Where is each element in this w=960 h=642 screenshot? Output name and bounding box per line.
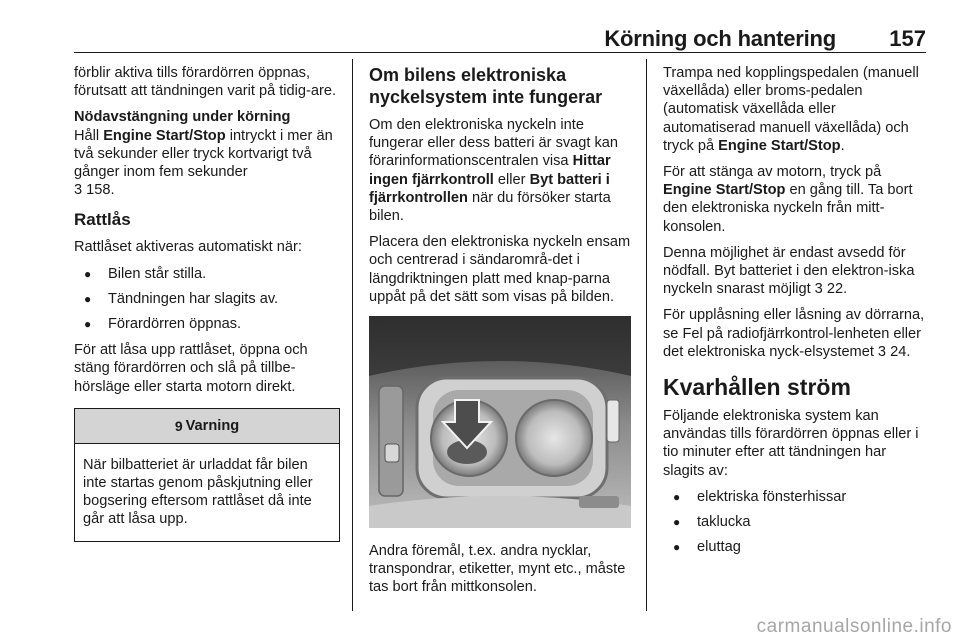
text-span: en gång till. Ta bort den elektroniska nyckeln från mitt-konsolen. <box>663 182 913 235</box>
warning-box <box>74 408 340 542</box>
engine-start-stop-label: Engine Start/Stop <box>718 137 841 154</box>
list-item: ● Bilen står stilla. <box>74 265 340 283</box>
page-header <box>74 26 926 52</box>
watermark: carmanualsonline.info <box>756 616 952 637</box>
paragraph-unlock-doors: För upplåsning eller låsning av dörrarna, se Fel på radiofjärrkontrol-lenheten eller det elektroniska nyck-elsystemet 3 24. <box>663 307 925 360</box>
paragraph-retained-power: Följande elektroniska system kan användas tills förardörren öppnas eller i tio minuter efter att tändningen har slagits av: <box>663 408 919 479</box>
list-item: ● elektriska fönsterhissar <box>663 488 929 506</box>
text-span: Trampa ned kopplingspedalen (manuell växellåda) eller broms-pedalen (automatisk växellåda eller automatiserad manuell växellåda) och tryck på <box>663 65 919 154</box>
list-item: ● taklucka <box>663 513 929 531</box>
text-span: För att stänga av motorn, tryck på <box>663 164 882 181</box>
list-item: ● Tändningen har slagits av. <box>74 290 340 308</box>
column-divider-2 <box>646 59 647 611</box>
warning-title: Varning <box>185 417 240 434</box>
steering-lock-list <box>74 265 340 334</box>
header-divider <box>74 52 926 53</box>
column-2 <box>369 64 633 605</box>
text-span: när du försöker starta bilen. <box>369 189 611 225</box>
text-span: Om den elektroniska nyckeln inte fungerar eller dess batteri är svagt kan förarinformationscentralen visa <box>369 117 619 170</box>
text-span: eller <box>493 171 530 188</box>
list-item: ● eluttag <box>663 538 929 556</box>
engine-start-stop-label: Engine Start/Stop <box>103 127 226 144</box>
paragraph-unlock: För att låsa upp rattlåset, öppna och stäng förardörren och slå på tillbe-hörsläge eller starta motorn direkt. <box>74 342 308 395</box>
heading-key-system: Om bilens elektroniska nyckelsystem inte fungerar <box>369 65 603 107</box>
column-divider-1 <box>352 59 353 611</box>
heading-steering-lock: Rattlås <box>74 210 131 230</box>
warning-header <box>75 409 339 444</box>
subheading-emergency-stop: Nödavstängning under körning <box>74 109 291 126</box>
paragraph-intro: förblir aktiva tills förardörren öppnas, förutsatt att tändningen varit på tidig-are. <box>74 65 337 100</box>
text-span: Håll <box>74 127 104 144</box>
paragraph-remove-objects: Andra föremål, t.ex. andra nycklar, transpondrar, etiketter, mynt etc., måste tas bort från mittkonsolen. <box>369 543 626 596</box>
message-no-remote: Hittar ingen fjärrkontroll <box>369 153 611 188</box>
paragraph-press-pedal <box>663 64 929 155</box>
section-title: Körning och hantering <box>604 26 836 51</box>
paragraph-steering-lock: Rattlåset aktiveras automatiskt när: <box>74 239 302 256</box>
heading-retained-power: Kvarhållen ström <box>663 374 851 401</box>
emergency-stop-paragraph <box>74 108 340 199</box>
warning-icon: 9 <box>174 417 183 434</box>
paragraph-key-fail <box>369 116 633 225</box>
warning-text: När bilbatteriet är urladdat får bilen inte startas genom påskjutning eller bogsering eftersom rattlåset då inte går att låsa upp. <box>83 456 313 528</box>
text-span: . <box>840 137 845 154</box>
column-1 <box>74 64 340 542</box>
column-3 <box>663 64 929 564</box>
paragraph-emergency-only: Denna möjlighet är endast avsedd för nödfall. Byt batteriet i den elektron-iska nyckeln snarast möjligt 3 22. <box>663 244 915 298</box>
engine-start-stop-label: Engine Start/Stop <box>663 182 786 199</box>
console-key-photo <box>369 316 631 528</box>
paragraph-stop-engine <box>663 163 929 236</box>
retained-power-list <box>663 488 929 557</box>
page-number: 157 <box>889 26 926 51</box>
paragraph-place-key: Placera den elektroniska nyckeln ensam och centrerad i sändarområ-det i längdriktningen platt med knap-parna uppåt på det sätt som visas på bilden. <box>369 234 631 305</box>
message-replace-battery: Byt batteri i fjärrkontrollen <box>369 171 610 206</box>
list-item: ● Förardörren öppnas. <box>74 315 340 333</box>
text-span: intryckt i mer än två sekunder eller tryck kortvarigt två gånger inom fem sekunder <box>74 127 333 181</box>
page-reference: 3 158. <box>74 182 115 199</box>
